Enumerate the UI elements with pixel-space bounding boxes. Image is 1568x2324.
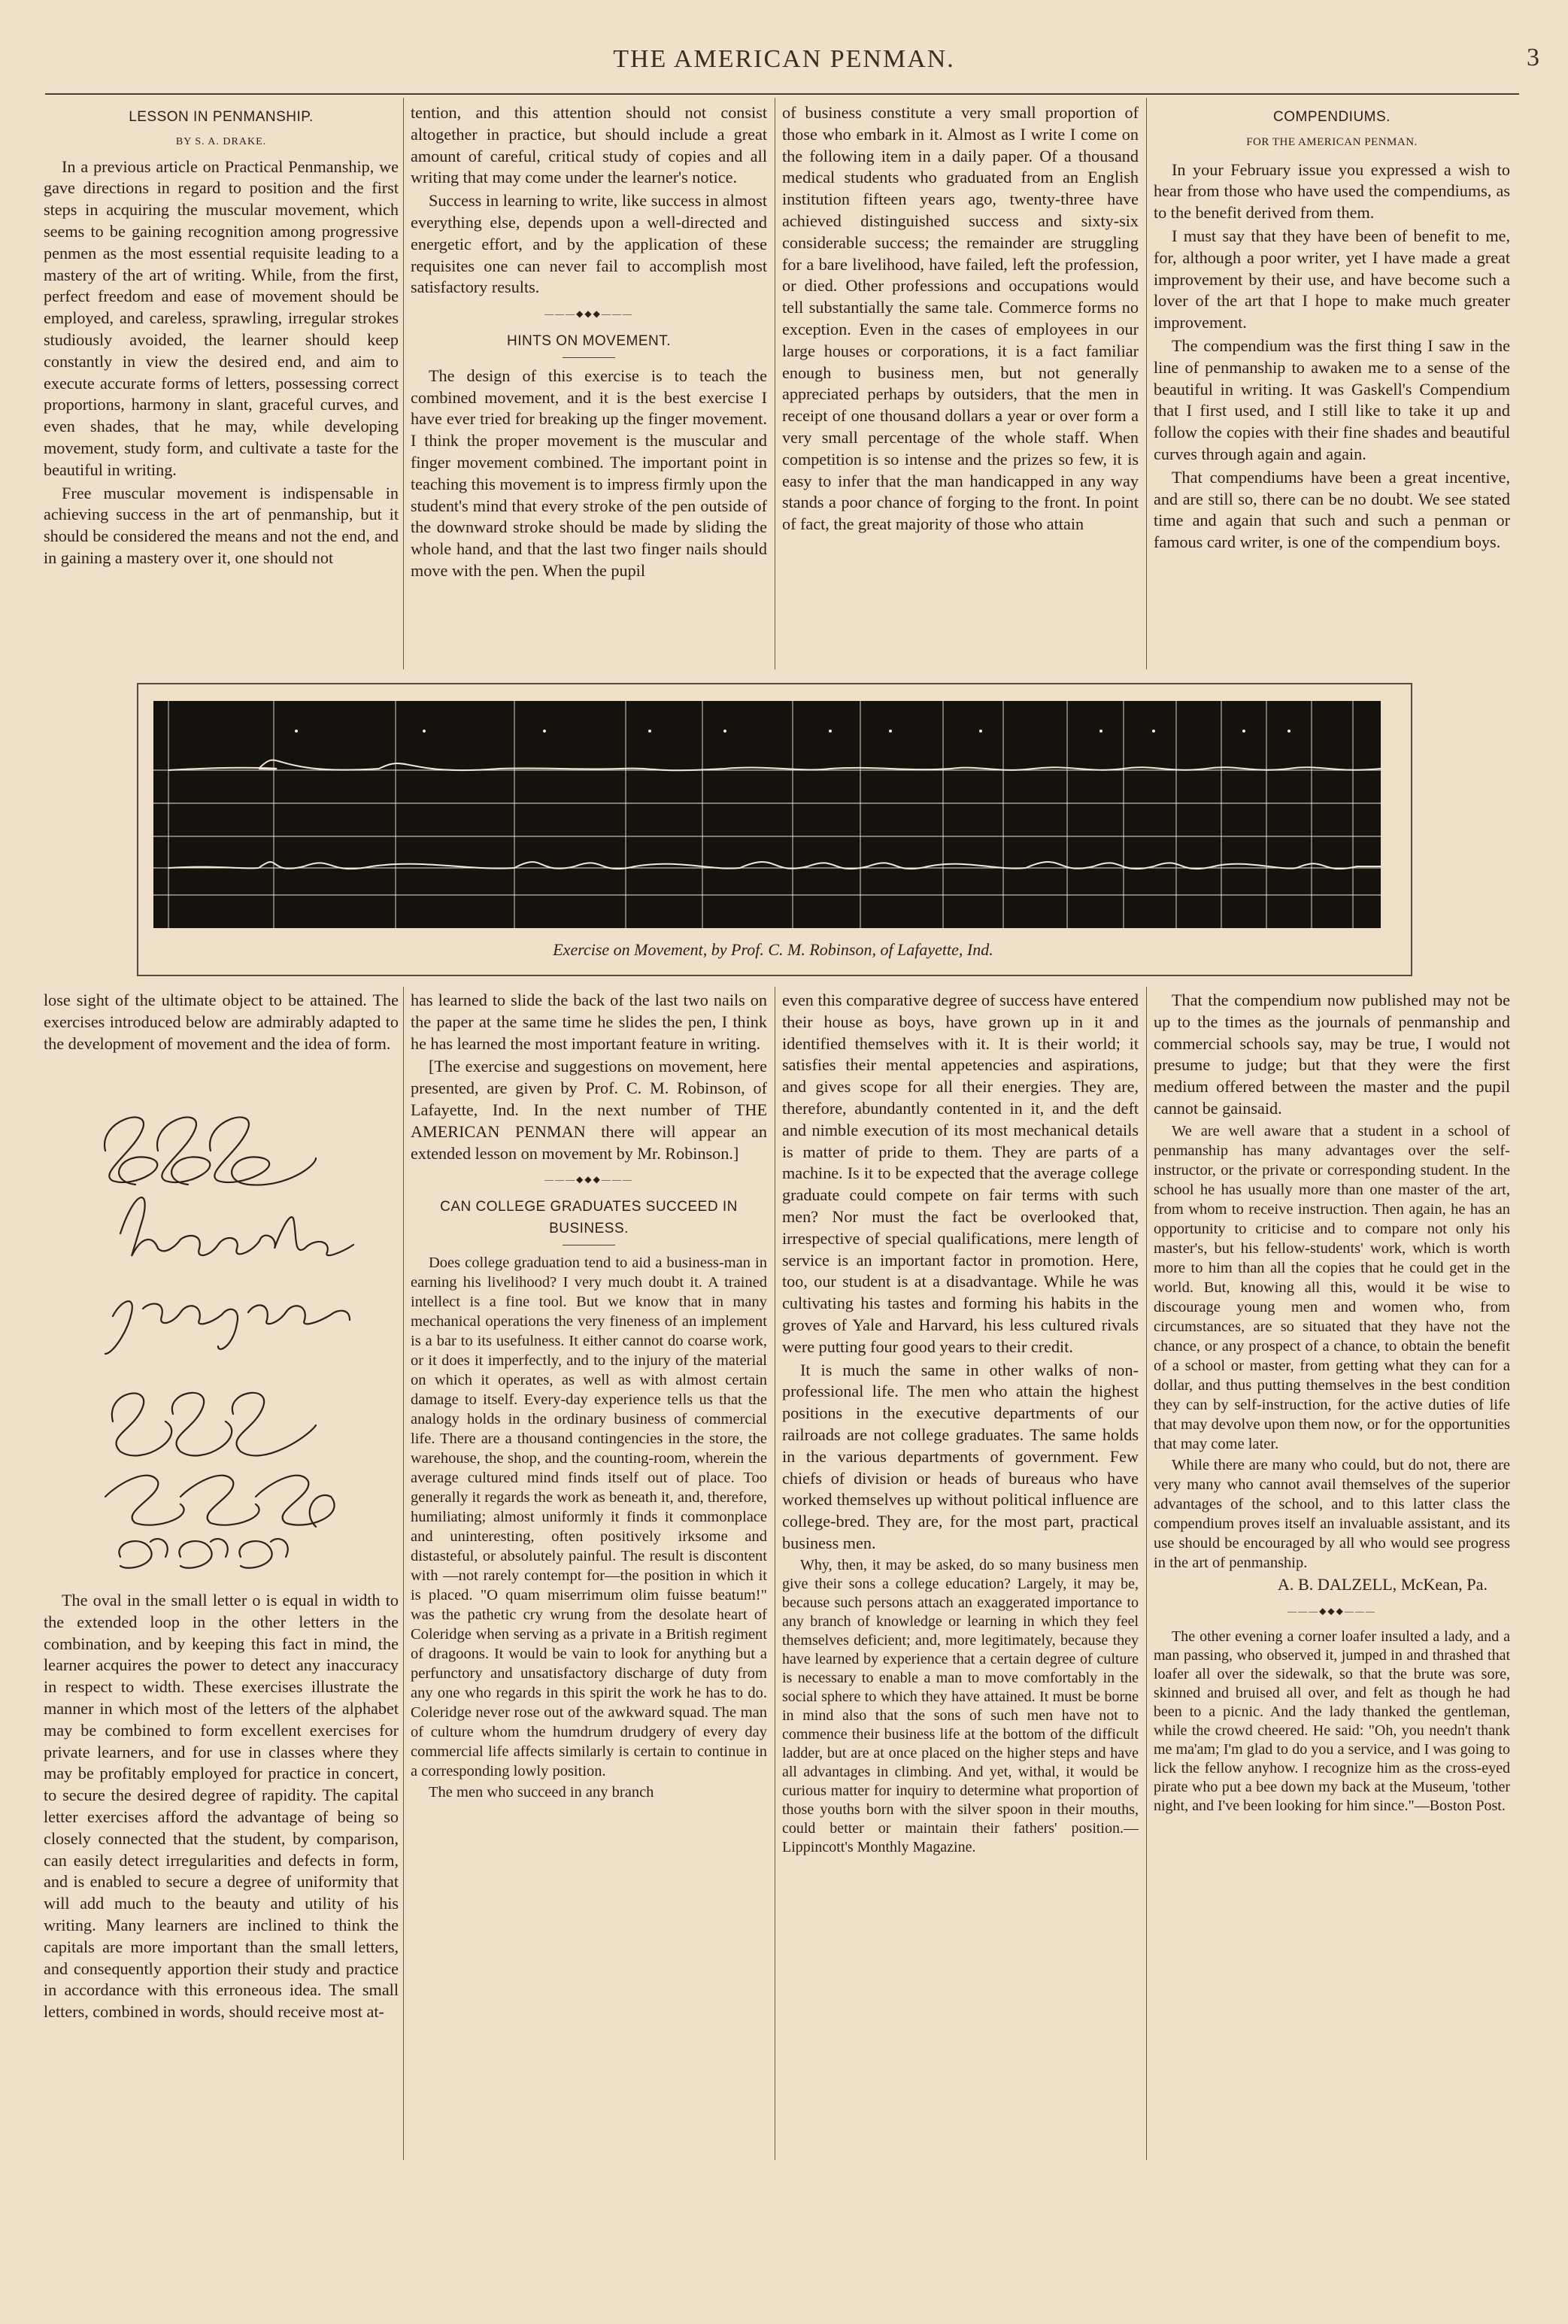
paragraph: of business constitute a very small proportion of those who embark in it. Almost as I write I come on the following item in a daily paper. Of a thousand medical students who graduated from an English institution fifteen years ago, twenty-three have achieved distinguished success and sixty-six considerable success; the remainder are struggling for a bare livelihood, have failed, left the profession, or died. Other professions and occupations would tell substantially the same tale. Commerce forms no exception. Even in the cases of employees in our large houses or corporations, it is a fact familiar enough to business men, but not generally appreciated perhaps by outsiders, that the men in receipt of one thousand dollars a year or over form a very small percentage of the whole staff. When competition is so intense and the prizes so few, it is easy to infer that the man handicapped in any way stands a poor chance of forging to the front. In point of fact, the great majority of those who attain	[782, 103, 1139, 534]
paragraph: In a previous article on Practical Penmanship, we gave directions in regard to position and the first steps in acquiring the muscular movement, which seems to be gaining recognition among progressive penmen as the most essential requisite leading to a mastery of the art of writing. While, from the first, perfect freedom and ease of movement should be employed, and careless, sprawling, irregular strokes studiously avoided, the learner should keep constantly in view the desired end, and aim to execute accurate forms of letters, possessing correct proportions, harmony in slant, graceful curves, and even shades, that he may, while developing movement, study form, and cultivate a taste for the beautiful in writing.	[44, 156, 399, 479]
penmanship-specimens	[90, 1106, 361, 1572]
paragraph: The other evening a corner loafer insulted a lady, and a man passing, who observed it, jumped in and thrashed that loafer all over the sidewalk, so that the brute was sore, skinned and bruised all over, and felt as though he had been to a picnic. And the lady thanked the gentleman, while the crowd cheered. He said: "Oh, you needn't thank me ma'am; I'm glad to do you a service, and I was going to lick the fellow anyhow. I recognize him as the cross-eyed pirate who put a bee down my back at the Museum, 'tother night, and I've been looking for him since."—Boston Post.	[1154, 1628, 1510, 1815]
byline: BY S. A. DRAKE.	[175, 135, 267, 147]
movement-exercise-plate	[153, 701, 1381, 928]
ornament-divider: ———◆◆◆———	[544, 308, 633, 320]
masthead	[0, 39, 1568, 84]
paragraph: I must say that they have been of benefit to me, for, although a poor writer, yet I have made a great improvement by their use, and have become such a lover of the art that I hope to make much greater improvement.	[1154, 226, 1510, 332]
top-column-3	[782, 102, 1139, 674]
column-divider	[403, 98, 404, 669]
article-subtitle: FOR THE AMERICAN PENMAN.	[1246, 135, 1418, 148]
bottom-column-4	[1154, 990, 1510, 2163]
paragraph: tention, and this attention should not consist altogether in practice, but should include a great amount of careful, critical study of copies and all writing that may come under the learner's notice.	[411, 103, 767, 187]
paragraph: lose sight of the ultimate object to be attained. The exercises introduced below are admirably adapted to the development of movement and the idea of form.	[44, 991, 399, 1053]
header-rule	[45, 93, 1519, 95]
ornament-divider: ———◆◆◆———	[544, 1174, 633, 1185]
top-column-4	[1154, 102, 1510, 674]
paragraph: The compendium was the first thing I saw in the line of penmanship to awaken me to a sense of the beautiful in writing. It was Gaskell's Compendium that I first used, and I still like to take it up and follow the copies with their fine shades and beautiful curves through again and again.	[1154, 335, 1510, 463]
paragraph: Success in learning to write, like success in almost everything else, depends upon a well-directed and energetic effort, and by the application of these requisites one can never fail to accomplish most satisfactory results.	[411, 191, 767, 297]
top-column-1	[44, 102, 399, 674]
title-rule	[563, 357, 615, 358]
article-title: LESSON IN PENMANSHIP.	[129, 109, 314, 125]
article-title: COMPENDIUMS.	[1273, 109, 1391, 125]
paragraph: While there are many who could, but do not, there are very many who cannot avail themselves of the superior advantages of the school, and to this latter class the compendium proves itself an invaluable assistant, and its use should be encouraged by all who would see progress in the art of penmanship.	[1154, 1456, 1510, 1571]
page-number: 3	[1527, 44, 1539, 71]
paragraph: Does college graduation tend to aid a business-man in earning his livelihood? I very much doubt it. A trained intellect is a fine tool. But we know that in many mechanical operations the very fineness of an implement is a bar to its usefulness. It either cannot do coarse work, or it does it imperfectly, and to the injury of the material on which it operates, as well as with almost certain damage to itself. Every-day experience tells us that the analogy holds in the ordinary business of commercial life. There are a thousand contingencies in the store, the warehouse, the shop, and the counting-room, wherein the average cultured mind finds itself out of place. Too generally it regards the work as beneath it, and, therefore, humiliating; almost uniformly it finds it commonplace and uninteresting, often positively irksome and distasteful, or absolutely painful. The result is discontent with —not rarely contempt for—the position in which it is placed. "O quam miserrimum olim fuisse beatum!" was the pathetic cry wrung from the desolate heart of Coleridge when serving as a private in a British regiment of dragoons. It would be vain to look for anything but a perfunctory and unsatisfactory discharge of duty from any one who regards in this spirit the work he has to do. Coleridge never rose out of the awkward squad. The man of culture whom the humdrum drudgery of every day commercial life affects similarly is certain to continue in a corresponding lowly position.	[411, 1254, 767, 1779]
bottom-column-3	[782, 990, 1139, 2163]
bottom-column-1-top	[44, 990, 399, 1088]
paragraph: even this comparative degree of success have entered their house as boys, have grown up in it and identified themselves with it. It is their world; it satisfies their mental appetencies and aspirations, and gives scope for all their energies. They are, therefore, abundantly contented in it, and the deft and nimble execution of its most mechanical details is matter of pride to them. They are parts of a machine. Is it to be expected that the average college graduate could compete on fair terms with such men? Nor must the fact be overlooked that, irrespective of special qualifications, mere length of service is an important factor in promotion. Here, too, our student is at a disadvantage. While he was cultivating his tastes and forming his habits in the groves of Yale and Harvard, his less cultured rivals were putting four good years to their credit.	[782, 991, 1139, 1356]
paragraph: Why, then, it may be asked, do so many business men give their sons a college education? Largely, it may be, because such persons attach an exaggerated importance to any branch of knowledge or learning in which they feel themselves deficient; and, more legitimately, because they have learned by experience that a certain degree of culture is necessary to enable a man to move comfortably in the social sphere to which they have attained. It must be borne in mind also that the sons of such men have not to commence their business life at the bottom of the difficult ladder, but are at once placed on the higher steps and have all advantages in climbing. And yet, withal, it would be curious matter for inquiry to determine what proportion of those youths born with the silver spoon in their mouths, could better or maintain their fathers' position.—Lippincott's Monthly Magazine.	[782, 1556, 1139, 1855]
paragraph: The oval in the small letter o is equal in width to the extended loop in the other letters in the combination, and by keeping this fact in mind, the learner acquires the power to detect any inaccuracy in respect to width. These exercises illustrate the manner in which most of the letters of the alphabet may be combined to form excellent exercises for private learners, and for use in classes where they may be profitably employed for practice in concert, to secure the desired degree of rapidity. The capital letter exercises afford the advantage of being so closely connected that the student, by comparison, can easily detect irregularities and defects in form, and is enabled to secure a degree of uniformity that will add much to the beauty and utility of his writing. Many learners are inclined to think the capitals are more important than the small letters, and consequently apportion their study and practice in accordance with this erroneous idea. The small letters, combined in words, should receive most at-	[44, 1591, 399, 2022]
paragraph: In your February issue you expressed a wish to hear from those who have used the compendiums, as to the benefit derived from them.	[1154, 159, 1510, 223]
paragraph: We are well aware that a student in a school of penmanship has many advantages over the self-instructor, or the private or corresponding student. In the school he has usually more than one master of the art, from whom to receive instruction. Then again, he has an opportunity to criticise and to compare not only his master's, but his fellow-students' work, which is worth more to him than all the copies that he could get in the world. But, knowing all this, would it be wise to discourage young men and women who, from circumstances, are so situated that they have not the chance, or any prospect of a chance, to obtain the benefit of a school or master, from getting what they can for a dollar, and thus putting themselves in the best condition they can by self-instruction, for the active duties of life that may devolve upon them now, or for the opportunities that may come later.	[1154, 1122, 1510, 1452]
journal-title: THE AMERICAN PENMAN.	[613, 45, 955, 73]
paragraph: [The exercise and suggestions on movement, here presented, are given by Prof. C. M. Robinson, of Lafayette, Ind. In the next number of THE AMERICAN PENMAN there will appear an extended lesson on movement by Mr. Robinson.]	[411, 1057, 767, 1163]
top-column-2	[411, 102, 767, 674]
column-divider	[1146, 987, 1147, 2160]
column-divider	[1146, 98, 1147, 669]
paragraph: The design of this exercise is to teach the combined movement, and it is the best exercise I have ever tried for breaking up the finger movement. I think the proper movement is the muscular and finger movement combined. The important point in teaching this movement is to impress firmly upon the student's mind that every stroke of the pen outside of the downward stroke should be made by sliding the whole hand, and that the last two finger nails should move with the pen. When the pupil	[411, 366, 767, 580]
article-title: CAN COLLEGE GRADUATES SUCCEED IN BUSINESS.	[440, 1199, 738, 1236]
paragraph: It is much the same in other walks of non-professional life. The men who attain the highest positions in the executive departments of our railroads are not college graduates. The same holds in the various departments of government. Few chiefs of division or heads of bureaus who have worked themselves up without political influence are college-bred. They are, for the most part, practical business men.	[782, 1360, 1139, 1552]
signature: A. B. DALZELL, McKean, Pa.	[1277, 1574, 1488, 1594]
paragraph: That the compendium now published may not be up to the times as the journals of penmanship and commercial schools say, may be true, I would not presume to judge; but that they were the first medium offered between the master and the pupil cannot be gainsaid.	[1154, 991, 1510, 1118]
paragraph: The men who succeed in any branch	[429, 1783, 654, 1801]
bottom-column-1-bottom	[44, 1590, 399, 2162]
paragraph: Free muscular movement is indispensable in achieving success in the art of penmanship, but it should be considered the means and not the end, and in gaining a mastery over it, one should not	[44, 483, 399, 567]
ornament-divider: ———◆◆◆———	[1287, 1605, 1376, 1616]
plate-caption: Exercise on Movement, by Prof. C. M. Robinson, of Lafayette, Ind.	[553, 940, 993, 959]
paragraph: That compendiums have been a great incentive, and are still so, there can be no doubt. We see stated time and again that such and such a penman or famous card writer, is one of the compendium boys.	[1154, 467, 1510, 552]
bottom-column-2	[411, 990, 767, 2163]
paragraph: has learned to slide the back of the last two nails on the paper at the same time he slides the pen, I think he has learned the most important feature in writing.	[411, 991, 767, 1053]
article-title: HINTS ON MOVEMENT.	[506, 332, 671, 349]
column-divider	[403, 987, 404, 2160]
